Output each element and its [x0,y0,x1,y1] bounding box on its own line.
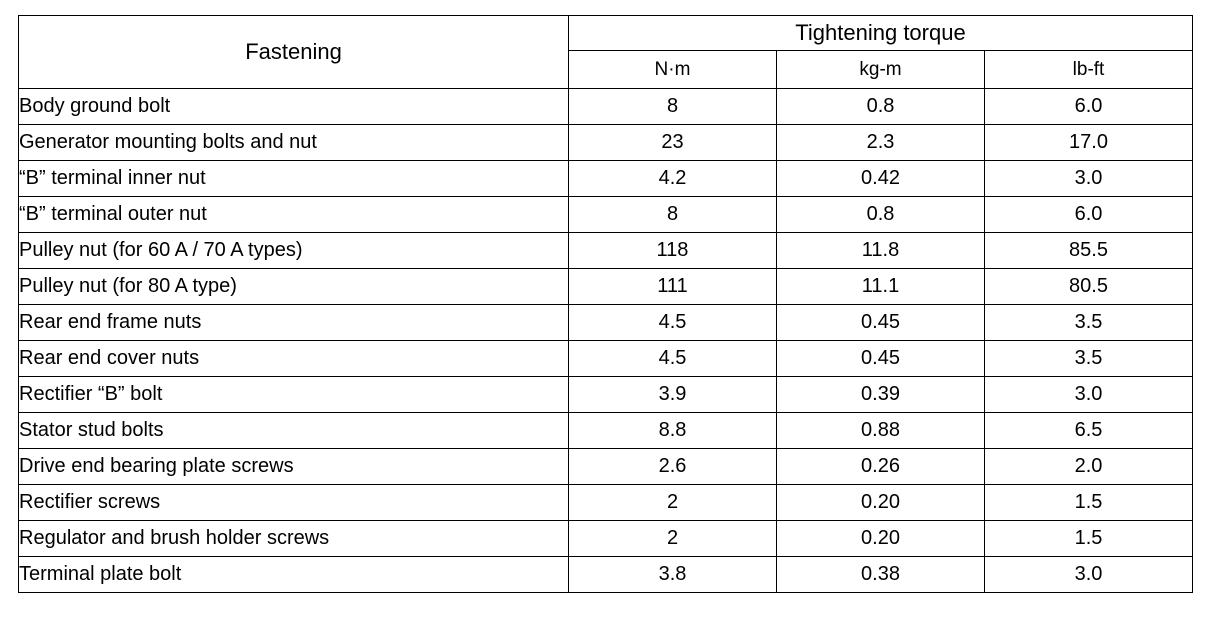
cell-fastening: Body ground bolt [19,89,569,125]
cell-nm: 8 [569,197,777,233]
table-row [19,197,1193,233]
cell-lbft: 85.5 [985,233,1193,269]
cell-lbft: 1.5 [985,485,1193,521]
cell-kgm: 0.20 [777,521,985,557]
header-tightening-torque: Tightening torque [569,16,1193,51]
table-row [19,449,1193,485]
cell-nm: 2 [569,485,777,521]
cell-kgm: 0.26 [777,449,985,485]
cell-kgm: 0.8 [777,197,985,233]
cell-fastening: Drive end bearing plate screws [19,449,569,485]
cell-kgm: 2.3 [777,125,985,161]
table-row [19,305,1193,341]
cell-fastening: Rectifier “B” bolt [19,377,569,413]
cell-nm: 118 [569,233,777,269]
cell-fastening: Terminal plate bolt [19,557,569,593]
cell-lbft: 1.5 [985,521,1193,557]
cell-nm: 3.9 [569,377,777,413]
cell-fastening: Rectifier screws [19,485,569,521]
cell-kgm: 0.88 [777,413,985,449]
cell-lbft: 3.5 [985,305,1193,341]
table-row [19,233,1193,269]
cell-fastening: Stator stud bolts [19,413,569,449]
header-unit-kgm: kg-m [777,51,985,89]
table-row [19,557,1193,593]
cell-fastening: Pulley nut (for 80 A type) [19,269,569,305]
cell-kgm: 0.39 [777,377,985,413]
cell-kgm: 0.38 [777,557,985,593]
header-unit-lbft: lb-ft [985,51,1193,89]
tightening-torque-table [18,15,1193,593]
table-row [19,377,1193,413]
table-header [19,16,1193,89]
cell-fastening: Rear end frame nuts [19,305,569,341]
cell-nm: 2.6 [569,449,777,485]
cell-fastening: Rear end cover nuts [19,341,569,377]
cell-nm: 2 [569,521,777,557]
cell-kgm: 0.20 [777,485,985,521]
table-row [19,269,1193,305]
cell-nm: 23 [569,125,777,161]
header-fastening: Fastening [19,16,569,89]
table-row [19,521,1193,557]
cell-nm: 4.5 [569,341,777,377]
cell-nm: 3.8 [569,557,777,593]
cell-kgm: 0.42 [777,161,985,197]
cell-fastening: Pulley nut (for 60 A / 70 A types) [19,233,569,269]
cell-nm: 4.5 [569,305,777,341]
cell-lbft: 2.0 [985,449,1193,485]
table-body [19,89,1193,593]
cell-lbft: 3.5 [985,341,1193,377]
cell-fastening: “B” terminal outer nut [19,197,569,233]
cell-lbft: 6.0 [985,197,1193,233]
cell-fastening: Regulator and brush holder screws [19,521,569,557]
cell-kgm: 11.1 [777,269,985,305]
table-row [19,341,1193,377]
table-row [19,413,1193,449]
cell-nm: 8 [569,89,777,125]
cell-kgm: 0.8 [777,89,985,125]
cell-fastening: “B” terminal inner nut [19,161,569,197]
header-unit-nm: N·m [569,51,777,89]
cell-kgm: 0.45 [777,305,985,341]
table-row [19,161,1193,197]
cell-lbft: 80.5 [985,269,1193,305]
header-row-primary [19,16,1193,51]
cell-lbft: 3.0 [985,377,1193,413]
cell-lbft: 17.0 [985,125,1193,161]
cell-lbft: 6.5 [985,413,1193,449]
cell-kgm: 11.8 [777,233,985,269]
cell-lbft: 3.0 [985,161,1193,197]
cell-lbft: 3.0 [985,557,1193,593]
cell-kgm: 0.45 [777,341,985,377]
cell-nm: 4.2 [569,161,777,197]
table-row [19,125,1193,161]
table-row [19,89,1193,125]
table-row [19,485,1193,521]
cell-nm: 8.8 [569,413,777,449]
cell-nm: 111 [569,269,777,305]
cell-lbft: 6.0 [985,89,1193,125]
cell-fastening: Generator mounting bolts and nut [19,125,569,161]
